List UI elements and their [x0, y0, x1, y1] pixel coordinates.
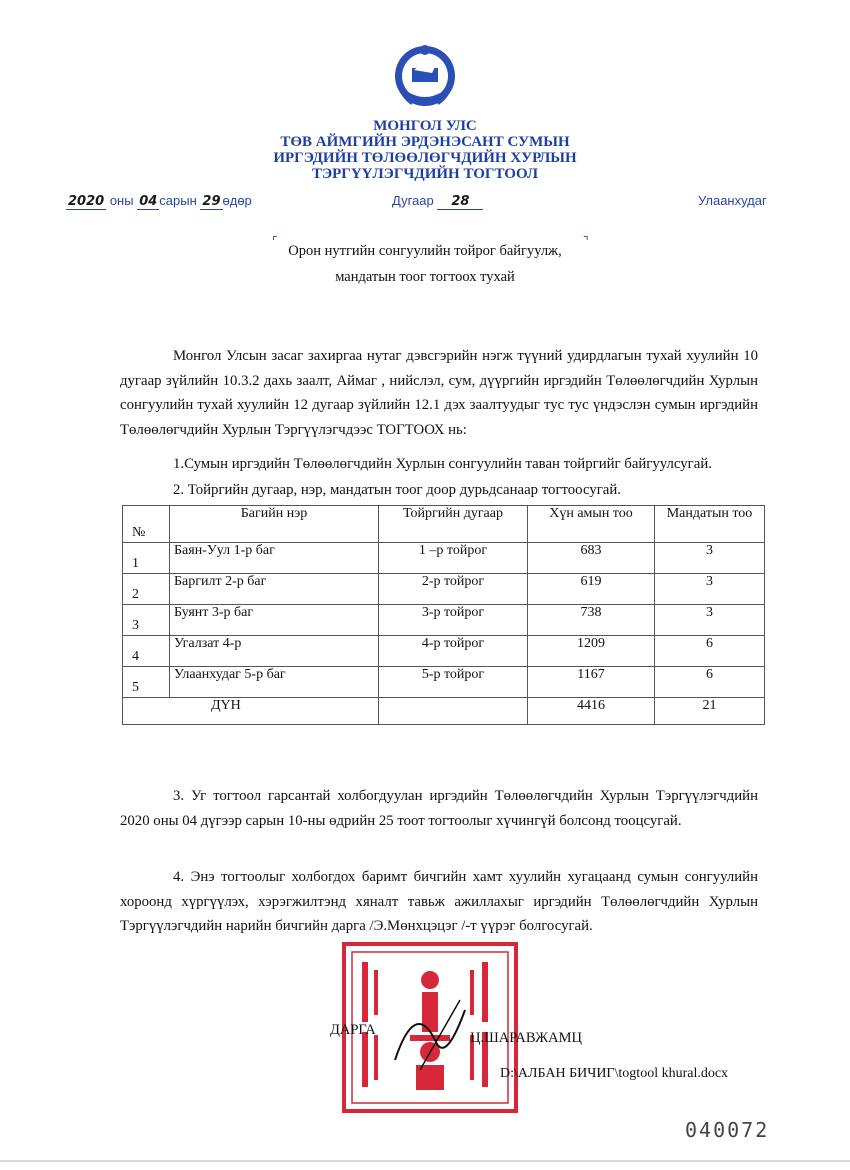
row-district: 3-р тойрог: [379, 605, 528, 636]
table-row: [123, 543, 765, 574]
table-total-row: [123, 698, 765, 725]
row-mandates: 6: [655, 636, 765, 667]
row-bag-name: Угалзат 4-р: [170, 636, 379, 667]
header-mandates: Мандатын тоо: [655, 506, 765, 543]
row-number: 2: [132, 587, 139, 602]
table-row: [123, 605, 765, 636]
date-month-suffix: сарын: [159, 193, 197, 208]
item-3: 3. Уг тогтоол гарсантай холбогдуулан иргэдийн Төлөөлөгчдийн Хурлын Тэргүүлэгчдийн 2020 оны 04 дүгээр сарын 10-ны өдрийн 25 тоот тогтоолыг хүчингүй болсонд тооцсугай.: [120, 788, 758, 829]
state-emblem-icon: [390, 40, 460, 108]
subject-line-1: Орон нутгийн сонгуулийн тойрог байгуулж,: [288, 243, 562, 259]
row-number: 4: [132, 649, 139, 664]
table-header-row: [123, 506, 765, 543]
total-population: 4416: [528, 698, 655, 725]
row-number: 5: [132, 680, 139, 695]
header-population: Хүн амын тоо: [528, 506, 655, 543]
document-serial-number: 040072: [685, 1118, 770, 1142]
row-district: 2-р тойрог: [379, 574, 528, 605]
date-day-suffix: өдөр: [222, 193, 252, 208]
number-label: Дугаар: [392, 193, 434, 208]
table-row: [123, 574, 765, 605]
row-population: 619: [528, 574, 655, 605]
table-row: [123, 667, 765, 698]
districts-table: [122, 505, 765, 725]
number-value: 28: [437, 194, 483, 210]
row-population: 1209: [528, 636, 655, 667]
signatory-name: Ц.ШАРАВЖАМЦ: [470, 1030, 583, 1046]
row-bag-name: Баян-Уул 1-р баг: [170, 543, 379, 574]
corner-mark-right-icon: ⌝: [583, 234, 589, 248]
row-number: 1: [132, 556, 139, 571]
row-district: 4-р тойрог: [379, 636, 528, 667]
row-mandates: 6: [655, 667, 765, 698]
header-no: №: [123, 506, 170, 543]
item-2: 2. Тойргийн дугаар, нэр, мандатын тоог доор дурьдсанаар тогтоосугай.: [173, 482, 621, 498]
date-day: 29: [202, 194, 221, 209]
number-field: [392, 193, 483, 209]
total-label: ДҮН: [123, 698, 379, 725]
row-number: 3: [132, 618, 139, 633]
item-4: 4. Энэ тогтоолыг холбогдох баримт бичгийн хамт хуулийн хугацаанд сумын сонгуулийн хороонд хүргүүлэх, хэрэгжилтэнд хяналт тавьж ажиллахыг иргэдийн Төлөөлөгчдийн Хурлын Тэргүүлэгчдийн нарийн бичгийн дарга /Э.Мөнхцэцэг /-т үүрэг болгосугай.: [120, 869, 758, 934]
row-bag-name: Улаанхудаг 5-р баг: [170, 667, 379, 698]
row-population: 1167: [528, 667, 655, 698]
subject-title: [0, 238, 850, 290]
date-year-suffix: оны: [109, 193, 134, 208]
corner-mark-left-icon: ⌜: [272, 234, 278, 248]
date-field: [66, 193, 252, 209]
total-mandates: 21: [655, 698, 765, 725]
page-bottom-divider: [0, 1160, 850, 1162]
row-population: 683: [528, 543, 655, 574]
header-council: ИРГЭДИЙН ТӨЛӨӨЛӨГЧДИЙН ХУРЛЫН: [273, 150, 577, 166]
row-mandates: 3: [655, 543, 765, 574]
place-label: Улаанхудаг: [698, 193, 767, 208]
header-district-no: Тойргийн дугаар: [379, 506, 528, 543]
row-district: 5-р тойрог: [379, 667, 528, 698]
date-year: 2020: [68, 194, 105, 209]
header-soum: ТӨВ АЙМГИЙН ЭРДЭНЭСАНТ СУМЫН: [280, 134, 570, 150]
signatory-title: ДАРГА: [330, 1022, 376, 1038]
row-bag-name: Баргилт 2-р баг: [170, 574, 379, 605]
file-path: D:\АЛБАН БИЧИГ\togtool khural.docx: [500, 1066, 729, 1081]
row-mandates: 3: [655, 605, 765, 636]
row-bag-name: Буянт 3-р баг: [170, 605, 379, 636]
header-country: МОНГОЛ УЛС: [373, 118, 477, 134]
item-1: 1.Сумын иргэдийн Төлөөлөгчдийн Хурлын сонгуулийн таван тойргийг байгуулсугай.: [173, 456, 712, 472]
header-resolution: ТЭРГҮҮЛЭГЧДИЙН ТОГТООЛ: [311, 166, 539, 182]
intro-paragraph: Монгол Улсын засаг захиргаа нутаг дэвсгэрийн нэгж түүний удирдлагын тухай хуулийн 10 дугаар зүйлийн 10.3.2 дахь заалт, Аймаг , нийслэл, сум, дүүргийн иргэдийн Төлөөлөгчдийн Хурлын сонгуулийн тухай хуулийн 12 дугаар зүйлийн 12.1 дэх заалтуудыг тус тус үндэслэн сумын иргэдийн Төлөөлөгчдийн Хурлын Тэргүүлэгчдээс ТОГТООХ нь:: [120, 348, 758, 438]
date-month: 04: [139, 194, 158, 209]
row-mandates: 3: [655, 574, 765, 605]
row-population: 738: [528, 605, 655, 636]
header-bag-name: Багийн нэр: [170, 506, 379, 543]
row-district: 1 –р тойрог: [379, 543, 528, 574]
subject-line-2: мандатын тоог тогтоох тухай: [335, 269, 515, 285]
table-row: [123, 636, 765, 667]
total-district: [379, 698, 528, 725]
org-header: [0, 118, 850, 182]
